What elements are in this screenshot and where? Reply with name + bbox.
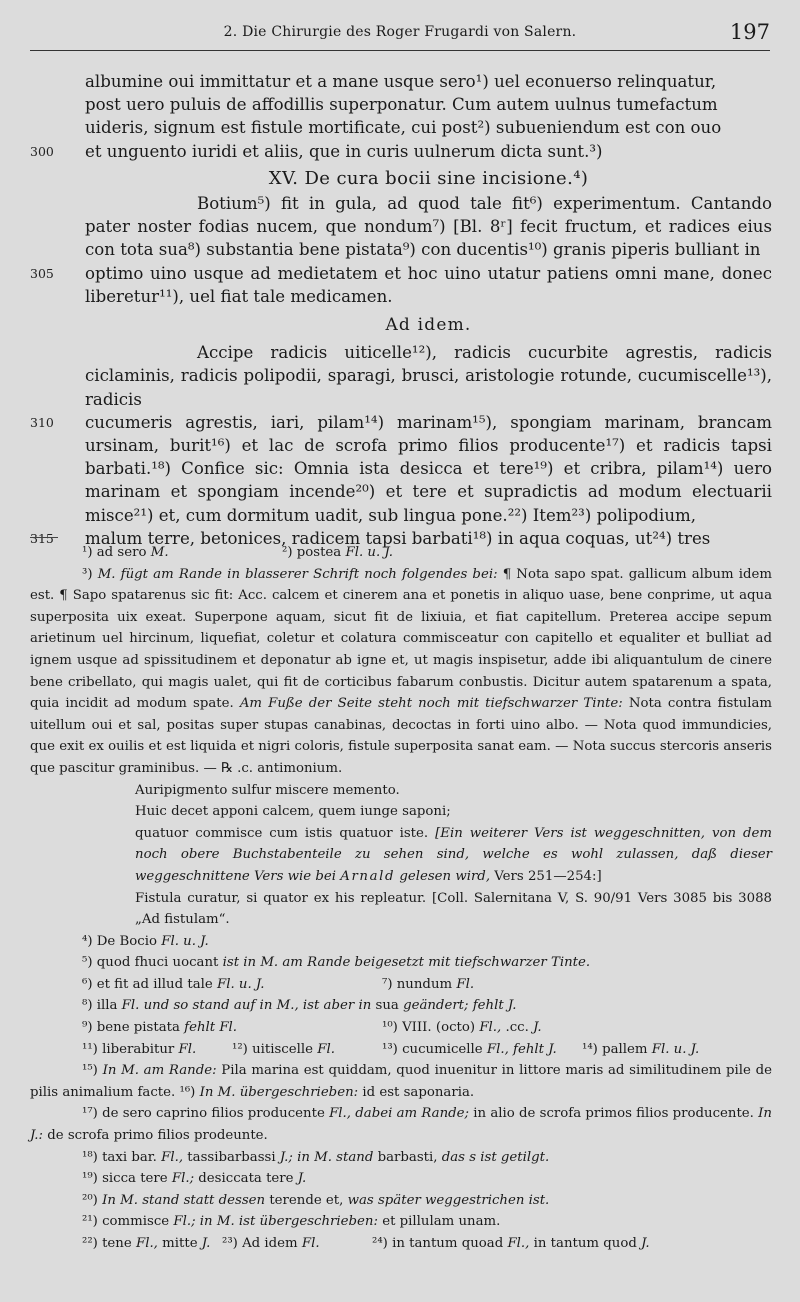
footnote: ¹⁸) taxi bar. Fl., tassibarbassi J.; in M. stand barbasti, das s ist getilgt. [82,1149,550,1165]
line-number: 315 [30,530,54,546]
paragraph: Accipe radicis uiticelle¹²), radicis cucurbite agrestis, radicis ciclaminis, radicis polipodii, sparagi, brusci, aristologie rotunde, cucumiscelle¹³), radicis [85,343,772,409]
footnote: ¹⁴) pallem Fl. u. J. [582,1041,700,1057]
footnote: ⁵) quod fhuci uocant ist in M. am Rande beigesetzt mit tiefschwarzer Tinte. [82,955,591,971]
subsection-heading: Ad idem. [385,315,472,336]
footnote: ⁷) nundum Fl. [382,976,475,992]
footnote-row [30,1017,772,1039]
verse-line: Auripigmento sulfur miscere memento. [135,782,400,798]
line-number: 310 [30,414,54,430]
footnote: ⁴) De Bocio Fl. u. J. [82,933,209,949]
footnote-row [30,542,772,564]
text-line: post uero puluis de affodillis superponatur. Cum autem uulnus tumefactum [85,95,718,115]
footnote: ²) postea Fl. u. J. [282,545,393,560]
footnote: ³) M. fügt am Rande in blasserer Schrift noch folgendes bei: ¶ Nota sapo spat. gallicum album idem est. ¶ Sapo spatarenus sic fit: Acc. calcem et cinerem ana et ponetis in aliquo uase, bene conprime, ut aqua superposita uix exeat. Superpone aquam, sicut fit de lixiuia, et fiat capitellum. Preterea accipe sepum arietinum uel hircinum, liquefiat, coletur et colatura commisceatur con capitello et equaliter et bulliat ad ignem usque ad spissitudinem et deponatur ab igne et, ut magis inspisetur, adde ibi aliquantulum de cinere bene cribellato, qui magis ualet, qui fit de corticibus fabarum conbustis. Dicitur autem spatarenum a spata, quia incidit ad modum spate. Am Fuße der Seite steht noch mit tiefschwarzer Tinte: Nota contra fistulam uitellum oui et sal, positas super stupas canabinas, decoctas in forti uino albo. — Nota quod immundicies, que exit ex ouilis et est liquida et nigri coloris, fistule superposita sanat eam. — Nota succus stercoris anseris que pascitur graminibus. — ℞ .c. antimonium. [30,566,772,776]
page-number: 197 [729,20,770,44]
section-heading: XV. De cura bocii sine incisione.⁴) [268,167,589,189]
footnote: ¹⁹) sicca tere Fl.; desiccata tere J. [82,1171,307,1187]
footnote: ⁸) illa Fl. und so stand auf in M., ist aber in sua geändert; fehlt J. [82,998,517,1014]
footnote: ¹⁵) In M. am Rande: Pila marina est quiddam, quod inuenitur in littore maris ad similitudinem pile de pilis animalium facte. ¹⁶) In M. übergeschrieben: id est saponaria. [30,1063,772,1100]
footnote-rule [30,537,58,538]
page-header [30,22,770,51]
verse-line: Fistula curatur, si quator ex his repleatur. [Coll. Salernitana V, S. 90/91 Vers 3085 bis 3088 „Ad fistulam“. [135,890,772,928]
footnote: ²¹) commisce Fl.; in M. ist übergeschrieben: et pillulam unam. [82,1214,501,1230]
footnote: ²²) tene Fl., mitte J. [82,1236,211,1251]
footnote: ²⁴) in tantum quoad Fl., in tantum quod J. [372,1236,650,1251]
line-number: 305 [30,265,54,281]
running-head: 2. Die Chirurgie des Roger Frugardi von Salern. [223,24,577,40]
footnote-row [30,1039,772,1061]
footnote: ¹⁷) de sero caprino filios producente Fl., dabei am Rande; in alio de scrofa primos filios producente. In J.: de scrofa primo filios prodeunte. [30,1106,772,1144]
text-line: 300 et unguento iuridi et aliis, que in curis uulnerum dicta sunt.³) [30,140,772,163]
text-line: uideris, signum est fistule mortificate, cui post²) subueniendum est con ouo [85,118,722,138]
footnote: ¹²) uitiscelle Fl. [232,1041,335,1057]
paragraph: Botium⁵) fit in gula, ad quod tale fit⁶) experimentum. Cantando pater noster fodias nucem, que nondum⁷) [Bl. 8ʳ] fecit fructum, et radices eius con tota sua⁸) substantia bene pistata⁹) con ducentis¹⁰) granis piperis bulliant in [85,194,772,260]
line-number: 300 [30,143,54,159]
footnote: ¹) ad sero M. [82,545,169,560]
footnotes [30,542,772,1255]
footnote: ⁶) et fit ad illud tale Fl. u. J. [82,976,265,992]
text-line: albumine oui immittatur et a mane usque sero¹) uel econuerso relinquatur, [85,72,717,91]
text-line: 315 malum terre, betonices, radicem tapsi barbati¹⁸) in aqua coquas, ut²⁴) tres [30,527,772,550]
footnote: ¹⁰) VIII. (octo) Fl., .cc. J. [382,1020,542,1036]
verse-line: Huic decet apponi calcem, quem iunge saponi; [135,804,451,820]
footnote: ²⁰) In M. stand statt dessen terende et, was später weggestrichen ist. [82,1192,550,1208]
text-line: 310 cucumeris agrestis, iari, pilam¹⁴) marinam¹⁵), spongiam marinam, brancam ursinam, burit¹⁶) et lac de scrofa primo filios producente¹⁷) et radicis tapsi barbati.¹⁸) Confice sic: Omnia ista desicca et tere¹⁹) et cribra, pilam¹⁴) uero marinam et spongiam incende²⁰) et tere et supradictis ad modum electuarii misce²¹) et, cum dormitum uadit, sub lingua pone.²²) Item²³) polipodium, [30,412,772,525]
verse-line: quatuor commisce cum istis quatuor iste. [Ein weiterer Vers ist weggeschnitten, von dem noch obere Buchstabenteile zu sehen sind, welche es wohl zulassen, daß dieser weggeschnittene Vers wie bei Arnald gelesen wird, Vers 251—254:] [135,825,773,884]
main-text [30,70,772,550]
footnote-row [30,974,772,996]
footnote: ²³) Ad idem Fl. [222,1236,320,1251]
footnote-row [30,1233,772,1255]
text-line: 305 optimo uino usque ad medietatem et hoc uino utatur patiens omni mane, donec liberetur¹¹), uel fiat tale medicamen. [30,263,772,306]
footnote: ⁹) bene pistata fehlt Fl. [82,1020,238,1036]
footnote: ¹¹) liberabitur Fl. [82,1041,197,1057]
footnote: ¹³) cucumicelle Fl., fehlt J. [382,1041,557,1057]
